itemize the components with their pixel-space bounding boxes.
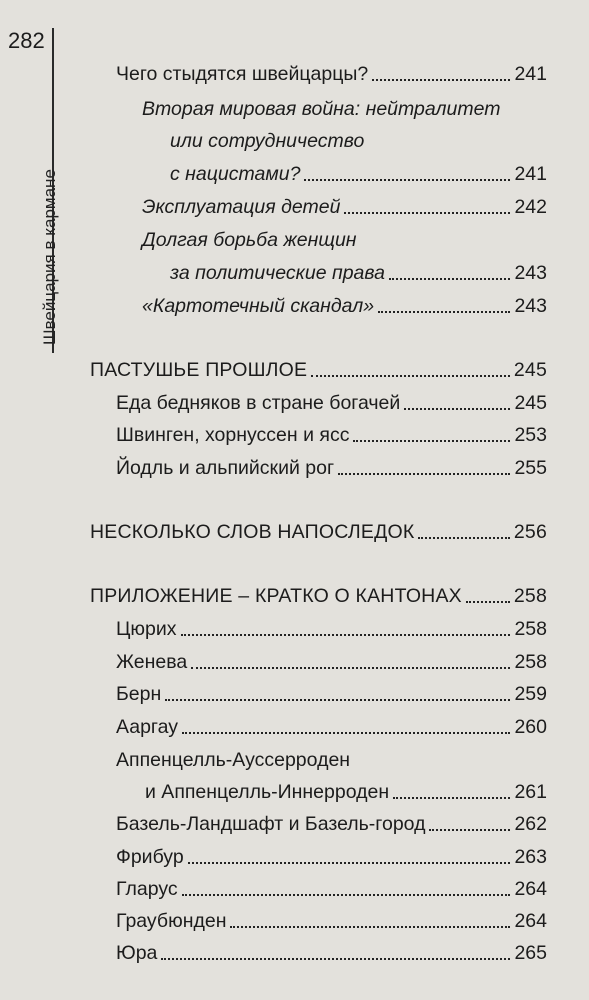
toc-entry-graubunden[interactable]: [116, 909, 547, 933]
dot-leader: [230, 926, 510, 928]
toc-entry-title: Базель-Ландшафт и Базель-город: [116, 813, 426, 835]
toc-entry-title: Гларус: [116, 878, 178, 900]
toc-entry-page: 258: [514, 618, 547, 640]
toc-entry-line: или сотрудничество: [170, 130, 365, 152]
toc-entry-line: Долгая борьба женщин: [142, 229, 357, 251]
toc-entry-page: 260: [514, 716, 547, 738]
page-number: 282: [8, 28, 45, 53]
running-head: Швейцария в кармане: [40, 169, 59, 345]
dot-leader: [181, 634, 511, 636]
dot-leader: [182, 894, 511, 896]
toc-entry-title: Эксплуатация детей: [142, 196, 341, 218]
toc-entry-page: 259: [514, 683, 547, 705]
toc-entry-page: 245: [514, 392, 547, 414]
toc-entry-title: «Картотечный скандал»: [142, 295, 375, 317]
toc-entry-title: ПРИЛОЖЕНИЕ – КРАТКО О КАНТОНАХ: [90, 585, 462, 607]
dot-leader: [418, 537, 509, 539]
toc-entry-title: и Аппенцелль-Иннерроден: [145, 781, 390, 803]
toc-entry-page: 265: [514, 942, 547, 964]
toc-entry-zurich[interactable]: [116, 617, 547, 641]
toc-entry-bern[interactable]: [116, 682, 547, 706]
dot-leader: [338, 473, 510, 475]
toc-entry-page: 264: [514, 878, 547, 900]
dot-leader: [393, 797, 510, 799]
toc-entry-page: 258: [514, 651, 547, 673]
toc-entry-glarus[interactable]: [116, 877, 547, 901]
dot-leader: [191, 667, 510, 669]
toc-entry-title: Женева: [116, 651, 188, 673]
toc-entry-title: Юра: [116, 942, 158, 964]
toc-entry-title: НЕСКОЛЬКО СЛОВ НАПОСЛЕДОК: [90, 521, 415, 543]
dot-leader: [404, 408, 510, 410]
toc-entry-basel[interactable]: [116, 812, 547, 836]
toc-entry-page: 242: [514, 196, 547, 218]
dot-leader: [165, 699, 510, 701]
dot-leader: [353, 440, 510, 442]
toc-entry-final[interactable]: [90, 520, 547, 544]
dot-leader: [182, 732, 510, 734]
toc-entry-title: с нацистами?: [170, 163, 301, 185]
toc-entry-title: ПАСТУШЬЕ ПРОШЛОЕ: [90, 359, 308, 381]
toc-entry-card[interactable]: [142, 294, 547, 318]
dot-leader: [188, 862, 511, 864]
toc-entry-title: Йодль и альпийский рог: [116, 457, 335, 479]
toc-entry-line: Аппенцелль-Ауссерроден: [116, 749, 351, 771]
toc-entry-page: 256: [513, 521, 547, 543]
toc-entry-page: 241: [514, 163, 547, 185]
toc-entry-title: Фрибур: [116, 846, 184, 868]
toc-entry-appenzell[interactable]: [145, 780, 547, 804]
toc-entry-aargau[interactable]: [116, 715, 547, 739]
dot-leader: [466, 601, 510, 603]
toc-entry-schwingen[interactable]: [116, 423, 547, 447]
toc-entry-page: 263: [514, 846, 547, 868]
toc-entry-appendix[interactable]: [90, 584, 547, 608]
toc-entry-title: Цюрих: [116, 618, 177, 640]
toc-entry-title: Граубюнден: [116, 910, 227, 932]
toc-entry-page: 241: [514, 63, 547, 85]
toc-entry-women[interactable]: [170, 261, 547, 285]
toc-entry-fribourg[interactable]: [116, 845, 547, 869]
toc-entry-ww2[interactable]: [170, 162, 547, 186]
toc-entry-food[interactable]: [116, 391, 547, 415]
toc-entry-title: Берн: [116, 683, 162, 705]
toc-entry-jura[interactable]: [116, 941, 547, 965]
toc-entry-page: 255: [514, 457, 547, 479]
dot-leader: [389, 278, 510, 280]
dot-leader: [378, 311, 510, 313]
toc-entry-page: 264: [514, 910, 547, 932]
toc-entry-yodel[interactable]: [116, 456, 547, 480]
toc-entry-page: 243: [514, 295, 547, 317]
toc-entry-page: 261: [514, 781, 547, 803]
toc-entry-child[interactable]: [142, 195, 547, 219]
toc-entry-page: 258: [513, 585, 547, 607]
dot-leader: [429, 829, 510, 831]
toc-entry-title: Еда бедняков в стране богачей: [116, 392, 401, 414]
dot-leader: [304, 179, 510, 181]
dot-leader: [372, 79, 510, 81]
toc-entry-title: Ааргау: [116, 716, 178, 738]
dot-leader: [161, 958, 510, 960]
toc-entry-page: 243: [514, 262, 547, 284]
toc-entry-title: за политические права: [170, 262, 385, 284]
toc-entry-page: 262: [514, 813, 547, 835]
toc-entry-title: Швинген, хорнуссен и ясс: [116, 424, 350, 446]
toc-entry-title: Чего стыдятся швейцарцы?: [116, 63, 369, 85]
toc-entry-line: Вторая мировая война: нейтралитет: [142, 98, 501, 120]
dot-leader: [344, 212, 510, 214]
toc-entry-page: 245: [513, 359, 547, 381]
toc-entry-past[interactable]: [90, 358, 547, 382]
toc-entry-geneva[interactable]: [116, 650, 547, 674]
toc-entry-shame[interactable]: [116, 62, 547, 86]
dot-leader: [311, 375, 510, 377]
toc-entry-page: 253: [514, 424, 547, 446]
